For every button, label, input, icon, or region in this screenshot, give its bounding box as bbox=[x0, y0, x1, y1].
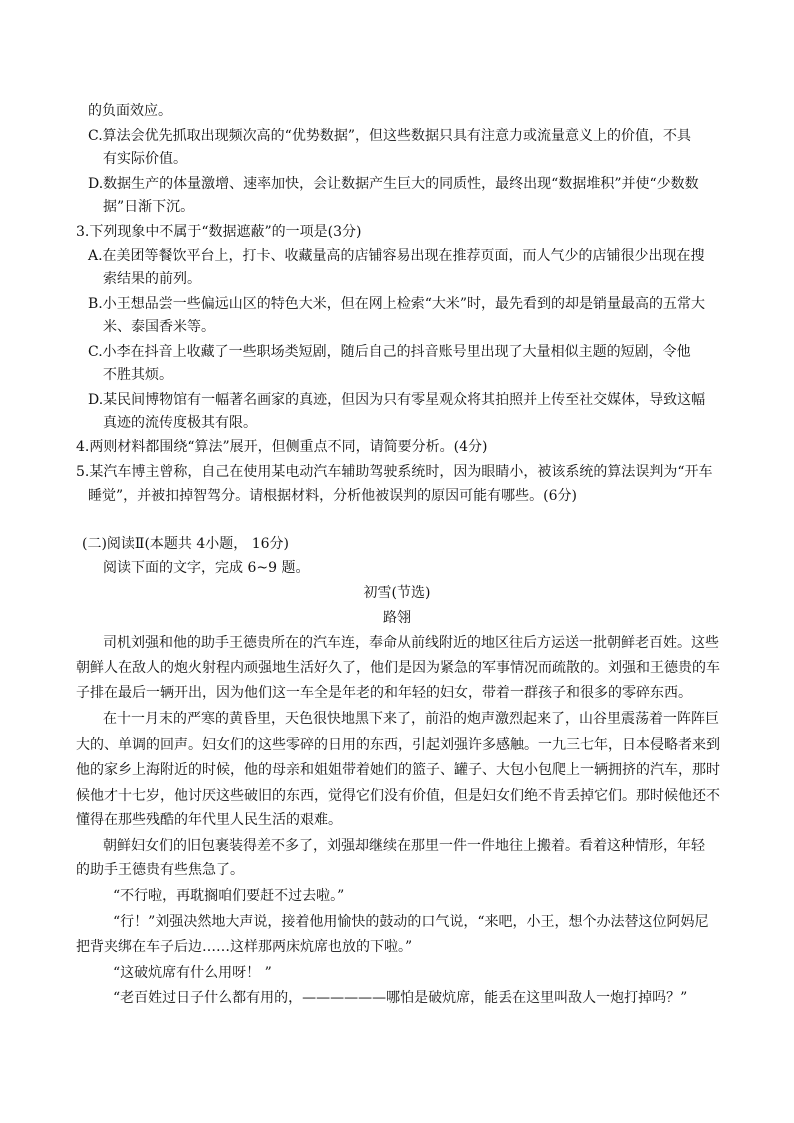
article-title: 初雪(节选) bbox=[363, 585, 431, 601]
article-author: 路翎 bbox=[383, 610, 411, 626]
q5-line1: 5.某汽车博主曾称，自己在使用某电动汽车辅助驾驶系统时，因为眼睛小，被该系统的算法误判为“开车 bbox=[76, 464, 713, 480]
paragraph-1-line2: 朝鲜人在敌人的炮火射程内顽强地生活好久了，他们是因为紧急的军事情况而疏散的。刘强和王德贵的车 bbox=[76, 660, 720, 676]
q3-option-a-line2: 索结果的前列。 bbox=[103, 271, 201, 287]
q4-stem: 4.两则材料都围绕“算法”展开，但侧重点不同，请简要分析。(4分) bbox=[76, 439, 488, 455]
q2-option-c-line1: C.算法会优先抓取出现频次高的“优势数据”，但这些数据只具有注意力或流量意义上的价值，不具 bbox=[88, 128, 691, 144]
q2-option-c-line2: 有实际价值。 bbox=[103, 151, 187, 167]
paragraph-2-line4: 候他才十七岁，他讨厌这些破旧的东西，觉得它们没有价值，但是妇女们绝不肯丢掉它们。那时候他还不 bbox=[76, 788, 720, 804]
paragraph-1-line1: 司机刘强和他的助手王德贵所在的汽车连，奉命从前线附近的地区往后方运送一批朝鲜老百姓。这些 bbox=[103, 635, 719, 651]
dialogue-2-line2: 把背夹绑在车子后边……这样那两床炕席也放的下啦。” bbox=[76, 939, 413, 955]
dialogue-3: “这破炕席有什么用呀！ ” bbox=[113, 965, 272, 981]
paragraph-1-line3: 子排在最后一辆开出，因为他们这一车全是年老的和年轻的妇女，带着一群孩子和很多的零碎东西。 bbox=[76, 685, 692, 701]
dialogue-1: “不行啦，再耽搁咱们要赶不过去啦。” bbox=[113, 888, 345, 904]
q3-option-d-line2: 真迹的流传度极其有限。 bbox=[103, 415, 257, 431]
dialogue-4: “老百姓过日子什么都有用的，——————哪怕是破炕席，能丢在这里叫敌人一炮打掉吗？” bbox=[113, 990, 688, 1006]
q3-option-c-line1: C.小李在抖音上收藏了一些职场类短剧，随后自己的抖音账号里出现了大量相似主题的短剧，令他 bbox=[88, 344, 691, 360]
q3-option-b-line2: 米、泰国香米等。 bbox=[103, 319, 215, 335]
q3-option-a-line1: A.在美团等餐饮平台上，打卡、收藏量高的店铺容易出现在推荐页面，而人气少的店铺很少出现在搜 bbox=[88, 248, 705, 264]
paragraph-2-line5: 懂得在那些残酷的年代里人民生活的艰难。 bbox=[76, 812, 342, 828]
q3-option-c-line2: 不胜其烦。 bbox=[103, 367, 173, 383]
q3-option-b-line1: B.小王想品尝一些偏远山区的特色大米，但在网上检索“大米”时，最先看到的却是销量最高的五常大 bbox=[88, 296, 706, 312]
paragraph-2-line1: 在十一月末的严寒的黄昏里，天色很快地黑下来了，前沿的炮声激烈起来了，山谷里震荡着一阵阵巨 bbox=[103, 711, 719, 727]
q3-stem: 3.下列现象中不属于“数据遮蔽”的一项是(3分) bbox=[76, 224, 362, 240]
paragraph-3-line1: 朝鲜妇女们的旧包裹装得差不多了，刘强却继续在那里一件一件地往上搬着。看着这种情形，年轻 bbox=[103, 838, 705, 854]
q3-option-d-line1: D.某民间博物馆有一幅著名画家的真迹，但因为只有零星观众将其拍照并上传至社交媒体，导致这幅 bbox=[88, 392, 706, 408]
q2-option-d-line1: D.数据生产的体量激增、速率加快，会让数据产生巨大的同质性，最终出现“数据堆积”并使“少数数 bbox=[88, 176, 699, 192]
paragraph-2-line2: 大的、单调的回声。妇女们的这些零碎的日用的东西，引起刘强许多感触。一九三七年，日本侵略者来到 bbox=[76, 737, 720, 753]
dialogue-2-line1: “行！”刘强决然地大声说，接着他用愉快的鼓动的口气说，“来吧，小王，想个办法替这位阿妈尼 bbox=[113, 914, 709, 930]
paragraph-2-line3: 他的家乡上海附近的时候，他的母亲和姐姐带着她们的篮子、罐子、大包小包爬上一辆拥挤的汽车，那时 bbox=[76, 762, 720, 778]
q2-option-b-ending: 的负面效应。 bbox=[88, 103, 172, 119]
section-heading: (二)阅读Ⅱ(本题共 4小题， 16分) bbox=[82, 536, 289, 552]
paragraph-3-line2: 的助手王德贵有些焦急了。 bbox=[76, 862, 244, 878]
q5-line2: 睡觉”，并被扣掉智驾分。请根据材料，分析他被误判的原因可能有哪些。(6分) bbox=[88, 488, 577, 504]
section-instruction: 阅读下面的文字，完成 6~9 题。 bbox=[103, 560, 310, 576]
q2-option-d-line2: 据”日渐下沉。 bbox=[103, 199, 195, 215]
